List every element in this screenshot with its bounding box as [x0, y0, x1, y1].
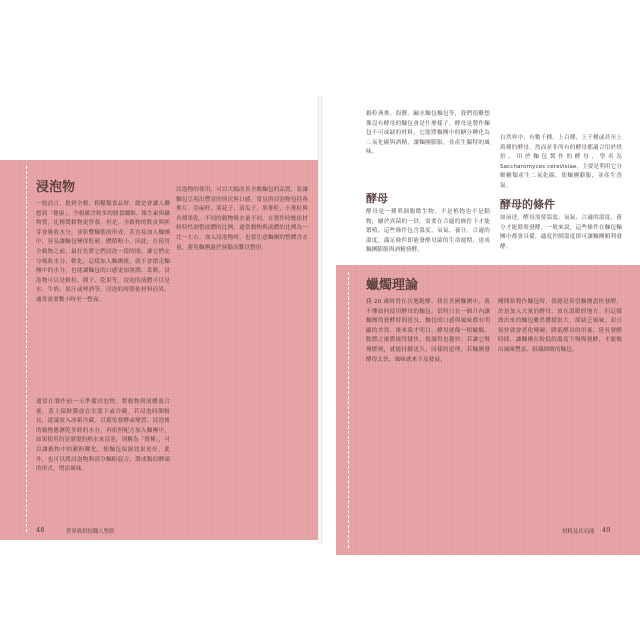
soaker-paragraph-1: 一般而言，提到全穀、粗糧類食品時，總是會讓人聯想到「健康」。全穀蘊含較多的膳食纖維、維生素與礦物質，比精製穀物更營養。但是，全穀物的麩皮與胚芽會吸收水分，並影響麵筋的形成，若直接加入麵團中，容易讓麵包變得乾硬、體積較小。因此，在使用全穀物之前，最好先將它們浸泡一段時間，讓它們充分吸收水分、軟化，這樣加入麵團後，就不會搶走麵團中的水分，也能讓麵包的口感更加濕潤、柔軟。浸泡物可以是穀粒、種子、乾果等，浸泡的液體可以是水、牛奶、果汁或啤酒等。浸泡的時間依材料而異，通常需要數小時至一整夜。: [36, 201, 170, 303]
soaker-paragraph-2: 通常在製作前一天準備浸泡物，將穀物與液體混合後，蓋上保鮮膜放在室溫下或冷藏。若浸泡時間較長，建議放入冰箱冷藏，以避免發酵或變質。浸泡後的穀物應瀝乾多餘的水分，再依照配方加入麵團中。如果使用的是滾燙的熱水來浸泡，則稱為「燙種」，可以讓穀物中的澱粉糊化，使麵包保濕效果更好。此外，也可以將浸泡物與部分麵粉混合，製成類似酵頭的形式，增添風味。: [36, 399, 170, 473]
candle-theory-paragraph-2: 剛開始製作麵包時，我總是希望麵團盡快發酵，於是加入大量的酵母、放在溫暖的地方。但這樣做出來的麵包雖然體積很大，卻缺乏風味，而且很快就會老化變硬。降低酵母的用量、延長發酵時間，讓麵團在較低的溫度下慢慢發酵，才能做出風味豐富、組織細緻的麵包。: [498, 299, 622, 353]
heading-yeast-conditions: 酵母的條件: [500, 198, 555, 211]
stitch-line-left: [26, 166, 27, 532]
heading-candle-theory: 蠟燭理論: [366, 278, 419, 293]
heading-soaker: 浸泡物: [36, 180, 76, 195]
yeast-conditions-paragraph: 如前述，酵母需要溫度、氧氣、合適的溫度、養分才能繁殖發酵，一般來說，這些條件在麵包麵團中都會具備，適度控制溫度即可讓麵團順利發酵。: [500, 215, 622, 250]
stitch-line-right: [348, 272, 349, 548]
soaker-paragraph-3: 浸泡物的使用，可以大幅改善全穀麵包的品質，並讓麵包呈現出豐富的層次與口感。常見的浸泡物包括燕麥片、亞麻籽、葵花子、南瓜子、黑麥粒、小麥粒與各種果乾。不同的穀物吸水量不同，在製作時應依材料特性調整液體的比例，通常穀物與液體的比例為一比一左右。加入浸泡物時，也要注意麵團的整體含水量，避免麵團過於濕黏而難以整形。: [176, 187, 308, 251]
heading-yeast: 酵母: [366, 192, 388, 205]
right-page-number: 49: [602, 526, 611, 534]
yeast-intro-paragraph: 穀粒燕麥、海鹽、鹼水麵包麵包等，我們很難想像沒有酵母的麵包會是什麼樣子。酵母是製作麵包不可或缺的材料，它能將麵團中的糖分轉化為二氧化碳與酒精，讓麵團膨脹，並產生獨特的風味。: [366, 111, 490, 156]
yeast-paragraph: 酵母是一種單細胞微生物，不是植物也不是動物，屬於真菌的一員。需要在合適的條件下才能繁殖，這些條件包含溫度、氧氣、養分、合適的溫度。滿足條件即能發酵母菌的生命週期，達成麵團膨脹與酒精發酵。: [366, 209, 490, 254]
left-page-number: 48: [36, 526, 45, 534]
left-running-title: 世界級烘焙職人聖經: [66, 529, 115, 535]
candle-theory-paragraph-1: 我 20 歲時曾在次地跑酵、我在美國麵團中，我不懂如何使用酵母的麵包。當時只在一個月內讓麵團的發酵時間延長，麵包的口感與風味都有明顯的差異。後來我才明白，酵母就像一根蠟燭，點燃之後燃燒得越快，熄滅得也越快；若讓它慢慢燃燒，就能持續更久。同樣的道理，若麵團發酵得太快，風味就來不及發展。: [366, 299, 490, 363]
yeast-species-paragraph: 自然界中，有數千種、上百種、上千種或甚至上萬種的酵母，然而並非所有的酵母都適合用於烘焙。用於麵包製作的酵母，學名為 Saccharomyces cerevisiae，主要是利用它分解糖類產生二氧化碳，使麵團膨脹，並產生香氣。: [500, 135, 622, 189]
book-gutter: [318, 95, 322, 545]
right-running-title: 材料及其功能: [562, 529, 595, 535]
